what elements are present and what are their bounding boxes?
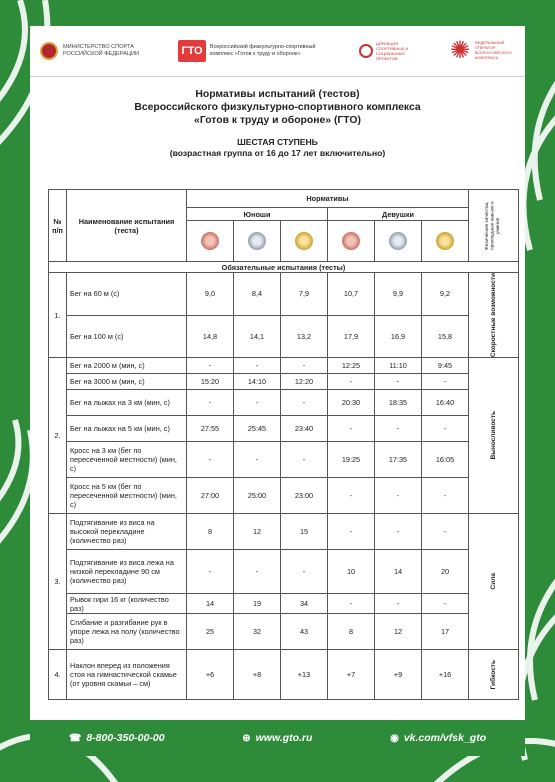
table-row <box>49 273 519 316</box>
norm-value: 15,8 <box>422 315 469 358</box>
norm-value: 20:30 <box>328 390 375 416</box>
ministry-name: МИНИСТЕРСТВО СПОРТА РОССИЙСКОЙ ФЕДЕРАЦИИ <box>63 44 140 57</box>
norm-value: - <box>187 390 234 416</box>
norm-value: 43 <box>281 614 328 650</box>
col-name-header: Наименование испытания (теста) <box>67 190 187 262</box>
badge-cell <box>234 221 281 262</box>
test-name: Подтягивание из виса лежа на низкой перекладине 90 см (количество раз) <box>67 550 187 594</box>
norm-value: 20 <box>422 550 469 594</box>
norm-value: - <box>422 514 469 550</box>
test-name: Сгибание и разгибание рук в упоре лежа на полу (количество раз) <box>67 614 187 650</box>
badge-cell <box>187 221 234 262</box>
operator-block <box>447 38 515 64</box>
norms-body <box>49 273 519 700</box>
norm-value: - <box>281 390 328 416</box>
group-number: 4. <box>49 650 67 700</box>
norm-value: - <box>375 416 422 442</box>
table-row <box>49 614 519 650</box>
table-row <box>49 358 519 374</box>
footer-site[interactable] <box>242 732 312 744</box>
norm-value: - <box>422 594 469 614</box>
directorate-block <box>359 41 410 61</box>
norm-value: +7 <box>328 650 375 700</box>
norm-value: - <box>328 594 375 614</box>
norm-value: 14 <box>375 550 422 594</box>
norm-value: +16 <box>422 650 469 700</box>
silver-badge-icon <box>389 232 407 250</box>
norm-value: 14,1 <box>234 315 281 358</box>
footer-vk[interactable] <box>390 732 486 744</box>
norm-value: 12 <box>375 614 422 650</box>
norm-value: 17 <box>422 614 469 650</box>
document-page <box>30 26 525 720</box>
test-name: Кросс на 5 км (бег по пересеченной местности) (мин, с) <box>67 478 187 514</box>
gto-text: Всероссийский физкультурно-спортивный комплекс «Готов к труду и обороне» <box>210 44 316 57</box>
badge-cell <box>375 221 422 262</box>
document-title <box>30 88 525 127</box>
norm-value: - <box>422 478 469 514</box>
table-row <box>49 478 519 514</box>
table-row <box>49 514 519 550</box>
col-norms-header: Нормативы <box>187 190 469 208</box>
norm-value: 9,2 <box>422 273 469 316</box>
norm-value: 12 <box>234 514 281 550</box>
norm-value: - <box>187 550 234 594</box>
norm-value: - <box>422 374 469 390</box>
norm-value: 17:35 <box>375 442 422 478</box>
norm-value: 19:25 <box>328 442 375 478</box>
norm-value: 14:10 <box>234 374 281 390</box>
badge-cell <box>281 221 328 262</box>
norm-value: 23:00 <box>281 478 328 514</box>
star-icon: ✺ <box>449 37 471 64</box>
site-text: www.gto.ru <box>255 732 313 744</box>
norm-value: - <box>375 374 422 390</box>
operator-text: ФЕДЕРАЛЬНЫЙ ОПЕРАТОР ВСЕРОССИЙСКОГО КОМПЛЕКСА <box>475 41 512 60</box>
norm-value: 10,7 <box>328 273 375 316</box>
quality-cell <box>469 358 519 514</box>
quality-cell <box>469 273 519 358</box>
norm-value: +8 <box>234 650 281 700</box>
gold-badge-icon <box>295 232 313 250</box>
norm-value: 8,4 <box>234 273 281 316</box>
title-line-2: Всероссийского физкультурно-спортивного комплекса <box>134 102 421 113</box>
header <box>30 26 525 77</box>
stage-age: (возрастная группа от 16 до 17 лет включительно) <box>169 148 386 158</box>
title-line-3: «Готов к труду и обороне» (ГТО) <box>194 115 361 126</box>
test-name: Бег на 2000 м (мин, с) <box>67 358 187 374</box>
test-name: Подтягивание из виса на высокой перекладине (количество раз) <box>67 514 187 550</box>
norm-value: 9,9 <box>375 273 422 316</box>
norm-value: 32 <box>234 614 281 650</box>
norm-value: 17,9 <box>328 315 375 358</box>
norm-value: +13 <box>281 650 328 700</box>
quality-label: Выносливость <box>489 411 497 460</box>
col-num-header: № п/п <box>49 190 67 262</box>
norm-value: - <box>375 478 422 514</box>
mandatory-section-header: Обязательные испытания (тесты) <box>49 262 519 273</box>
test-name: Бег на 3000 м (мин, с) <box>67 374 187 390</box>
norm-value: 25 <box>187 614 234 650</box>
norm-value: 15 <box>281 514 328 550</box>
gto-logo: ГТО <box>178 40 206 62</box>
norm-value: - <box>375 594 422 614</box>
norm-value: 14 <box>187 594 234 614</box>
norm-value: 16:05 <box>422 442 469 478</box>
title-line-1: Нормативы испытаний (тестов) <box>195 89 360 100</box>
norm-value: - <box>422 416 469 442</box>
norm-value: 7,9 <box>281 273 328 316</box>
ministry-block <box>40 42 141 60</box>
norm-value: 25:00 <box>234 478 281 514</box>
footer <box>30 720 525 756</box>
vk-text: vk.com/vfsk_gto <box>403 732 487 744</box>
norm-value: - <box>281 550 328 594</box>
table-row <box>49 374 519 390</box>
directorate-text: ДИРЕКЦИЯ СПОРТИВНЫХ И СОЦИАЛЬНЫХ ПРОЕКТОВ <box>376 41 409 61</box>
group-number: 2. <box>49 358 67 514</box>
norm-value: - <box>328 416 375 442</box>
norms-table <box>48 189 519 700</box>
gto-block <box>178 40 322 62</box>
quality-cell <box>469 514 519 650</box>
footer-phone[interactable] <box>69 732 165 744</box>
norm-value: - <box>328 478 375 514</box>
test-name: Бег на лыжах на 3 км (мин, с) <box>67 390 187 416</box>
table-row <box>49 550 519 594</box>
stage-heading <box>30 137 525 159</box>
norm-value: 12:25 <box>328 358 375 374</box>
norm-value: 16,9 <box>375 315 422 358</box>
directorate-icon <box>359 44 373 58</box>
group-number: 1. <box>49 273 67 358</box>
norm-value: 11:10 <box>375 358 422 374</box>
col-quality-header <box>469 190 519 262</box>
silver-badge-icon <box>248 232 266 250</box>
norm-value: 25:45 <box>234 416 281 442</box>
norm-value: 8 <box>187 514 234 550</box>
norm-value: 23:40 <box>281 416 328 442</box>
test-name: Наклон вперед из положения стоя на гимнастической скамье (от уровня скамьи – см) <box>67 650 187 700</box>
norm-value: - <box>375 514 422 550</box>
quality-label: Сила <box>489 573 497 590</box>
norm-value: - <box>187 358 234 374</box>
norm-value: - <box>234 358 281 374</box>
norm-value: 18:35 <box>375 390 422 416</box>
vk-icon: ◉ <box>390 732 399 744</box>
norm-value: 10 <box>328 550 375 594</box>
norm-value: 13,2 <box>281 315 328 358</box>
quality-header-text: Физические качества, прикладные навыки и умения <box>485 201 502 250</box>
norm-value: 14,8 <box>187 315 234 358</box>
emblem-icon <box>40 42 58 60</box>
norm-value: 34 <box>281 594 328 614</box>
norm-value: - <box>187 442 234 478</box>
norm-value: - <box>281 442 328 478</box>
table-row <box>49 650 519 700</box>
test-name: Бег на лыжах на 5 км (мин, с) <box>67 416 187 442</box>
globe-icon: ⊕ <box>242 732 251 744</box>
norm-value: 15:20 <box>187 374 234 390</box>
badge-cell <box>328 221 375 262</box>
norm-value: - <box>328 514 375 550</box>
norm-value: - <box>234 390 281 416</box>
phone-icon: ☎ <box>68 732 82 744</box>
table-row <box>49 315 519 358</box>
norm-value: 16:40 <box>422 390 469 416</box>
table-row <box>49 390 519 416</box>
col-girls-header: Девушки <box>328 208 469 221</box>
gold-badge-icon <box>436 232 454 250</box>
phone-text: 8-800-350-00-00 <box>86 732 165 744</box>
test-name: Бег на 100 м (с) <box>67 315 187 358</box>
norm-value: - <box>328 374 375 390</box>
quality-cell <box>469 650 519 700</box>
test-name: Кросс на 3 км (бег по пересеченной местности) (мин, с) <box>67 442 187 478</box>
norm-value: - <box>281 358 328 374</box>
table-row <box>49 416 519 442</box>
quality-label: Гибкость <box>489 659 497 690</box>
norm-value: 27:55 <box>187 416 234 442</box>
bronze-badge-icon <box>342 232 360 250</box>
norm-value: +6 <box>187 650 234 700</box>
norm-value: 9,0 <box>187 273 234 316</box>
col-boys-header: Юноши <box>187 208 328 221</box>
norm-value: 19 <box>234 594 281 614</box>
norm-value: - <box>234 442 281 478</box>
quality-label: Скоростные возможности <box>489 273 497 358</box>
norm-value: 27:00 <box>187 478 234 514</box>
group-number: 3. <box>49 514 67 650</box>
table-row <box>49 442 519 478</box>
norm-value: 8 <box>328 614 375 650</box>
norm-value: +9 <box>375 650 422 700</box>
table-row <box>49 594 519 614</box>
norm-value: - <box>234 550 281 594</box>
test-name: Бег на 60 м (с) <box>67 273 187 316</box>
norm-value: 9:45 <box>422 358 469 374</box>
norm-value: 12:20 <box>281 374 328 390</box>
stage-name: ШЕСТАЯ СТУПЕНЬ <box>237 137 318 147</box>
test-name: Рывок гири 16 кг (количество раз) <box>67 594 187 614</box>
badge-cell <box>422 221 469 262</box>
bronze-badge-icon <box>201 232 219 250</box>
